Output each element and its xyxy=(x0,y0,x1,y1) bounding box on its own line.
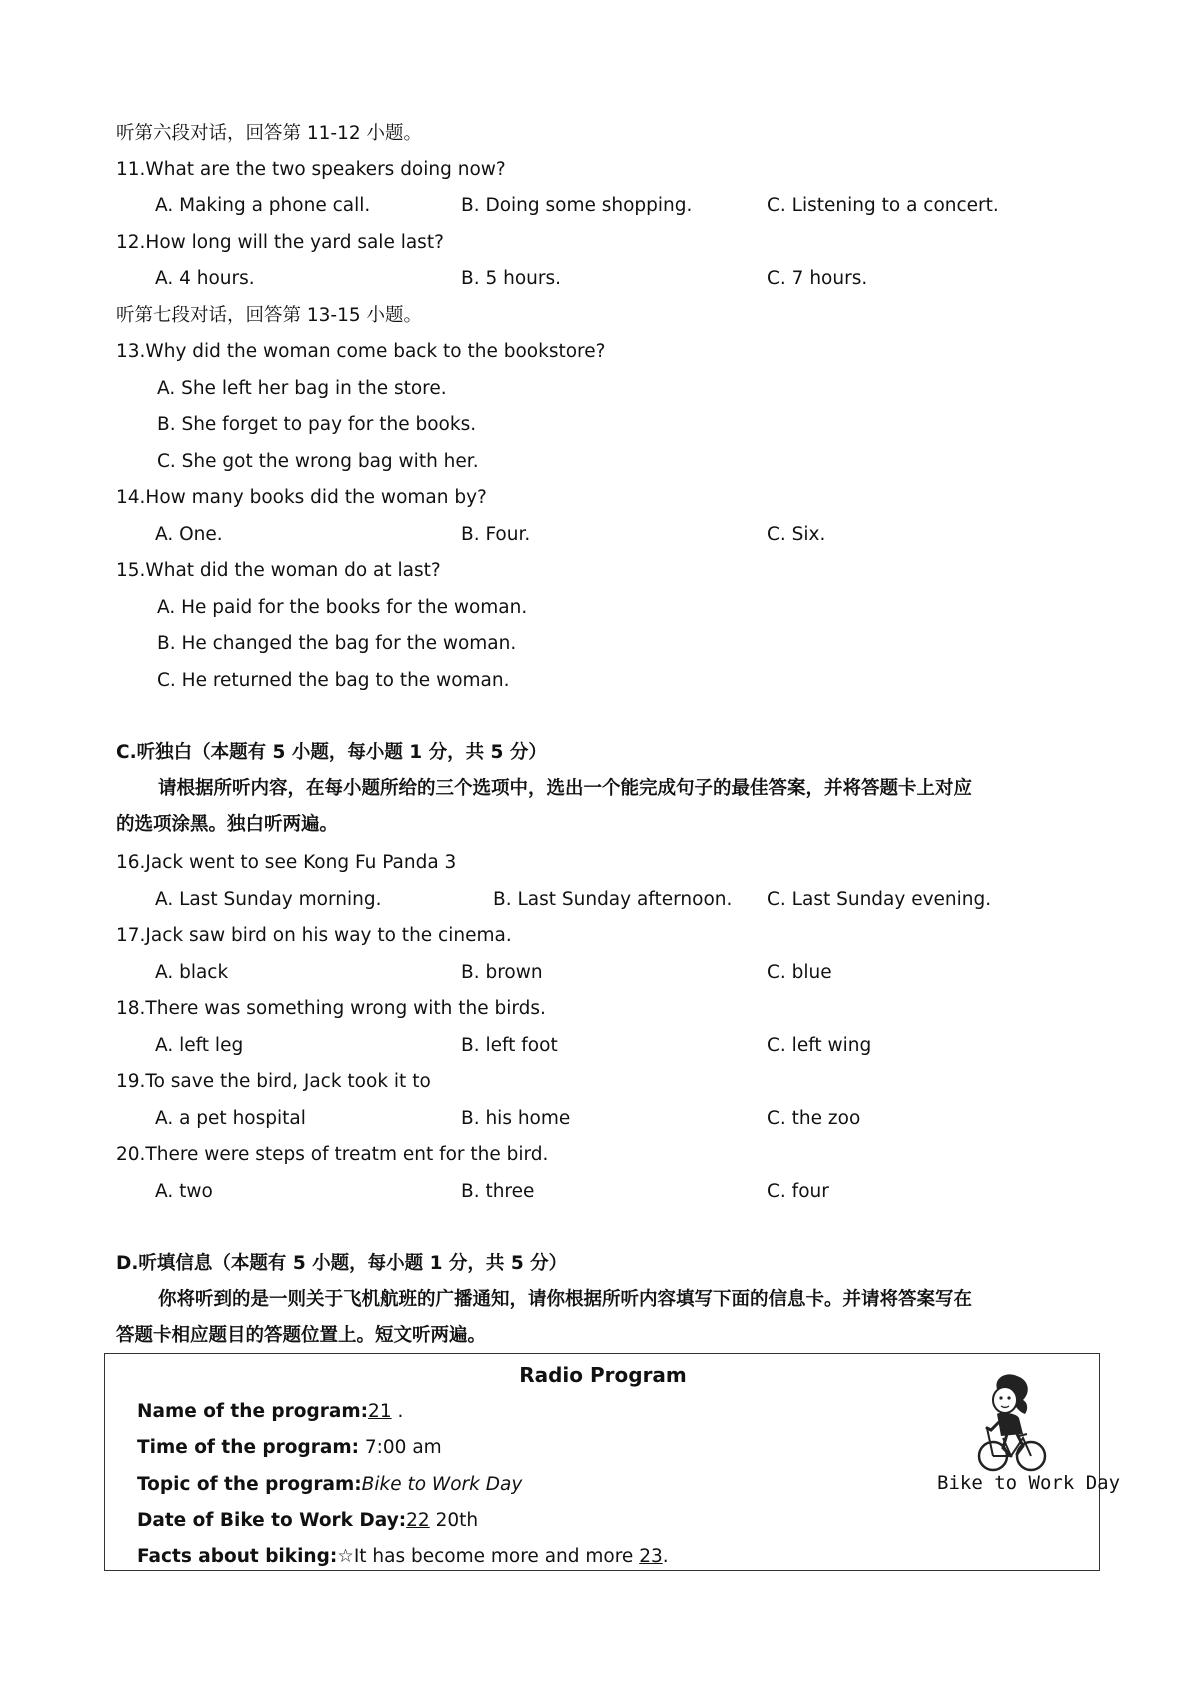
blank-23: 23 xyxy=(639,1546,663,1567)
program-topic-label: Topic of the program: xyxy=(137,1474,362,1495)
q11-option-b: B. Doing some shopping. xyxy=(461,195,693,216)
section-d-instruction-line2: 答题卡相应题目的答题位置上。短文听两遍。 xyxy=(116,1325,487,1346)
blank-22: 22 xyxy=(406,1510,430,1531)
program-name-label: Name of the program: xyxy=(137,1401,369,1422)
q18-stem: 18.There was something wrong with the birds. xyxy=(116,998,546,1019)
q19-option-b: B. his home xyxy=(461,1108,571,1129)
program-time-label: Time of the program: xyxy=(137,1437,360,1458)
program-time-value: 7:00 am xyxy=(359,1437,442,1458)
q12-option-c: C. 7 hours. xyxy=(767,268,868,289)
part6-heading: 听第六段对话，回答第 11-12 小题。 xyxy=(116,123,423,144)
q15-option-a: A. He paid for the books for the woman. xyxy=(157,597,528,618)
biking-facts-text: It has become more and more xyxy=(353,1546,640,1567)
q19-option-a: A. a pet hospital xyxy=(155,1108,306,1129)
biking-facts-end: . xyxy=(662,1546,669,1567)
q20-option-b: B. three xyxy=(461,1181,535,1202)
program-topic-row xyxy=(137,1471,522,1499)
bike-day-date-label: Date of Bike to Work Day: xyxy=(137,1510,407,1531)
q17-option-c: C. blue xyxy=(767,962,832,983)
info-card xyxy=(104,1353,1121,1571)
q13-stem: 13.Why did the woman come back to the bookstore? xyxy=(116,341,606,362)
program-time-row xyxy=(137,1434,442,1462)
star-icon: ☆ xyxy=(337,1546,354,1567)
part7-heading: 听第七段对话，回答第 13-15 小题。 xyxy=(116,305,423,326)
q19-option-c: C. the zoo xyxy=(767,1108,861,1129)
section-d-instruction-line1: 你将听到的是一则关于飞机航班的广播通知，请你根据所听内容填写下面的信息卡。并请将答案写在 xyxy=(158,1289,973,1310)
info-card-title: Radio Program xyxy=(519,1363,687,1387)
q12-option-a: A. 4 hours. xyxy=(155,268,255,289)
q15-stem: 15.What did the woman do at last? xyxy=(116,560,441,581)
q12-option-b: B. 5 hours. xyxy=(461,268,561,289)
program-name-end: . xyxy=(391,1401,404,1422)
q14-option-b: B. Four. xyxy=(461,524,531,545)
q11-option-c: C. Listening to a concert. xyxy=(767,195,999,216)
q15-option-b: B. He changed the bag for the woman. xyxy=(157,633,517,654)
program-name-row xyxy=(137,1398,403,1426)
q11-option-a: A. Making a phone call. xyxy=(155,195,371,216)
bike-day-date-row xyxy=(137,1507,478,1535)
section-d-heading: D.听填信息（本题有 5 小题，每小题 1 分，共 5 分） xyxy=(116,1253,568,1274)
biking-facts-label: Facts about biking: xyxy=(137,1546,338,1567)
q19-stem: 19.To save the bird, Jack took it to xyxy=(116,1071,431,1092)
q13-option-b: B. She forget to pay for the books. xyxy=(157,414,477,435)
q18-option-a: A. left leg xyxy=(155,1035,244,1056)
q20-option-c: C. four xyxy=(767,1181,829,1202)
q14-option-a: A. One. xyxy=(155,524,223,545)
q20-stem: 20.There were steps of treatm ent for the bird. xyxy=(116,1144,549,1165)
section-c-instruction-line1: 请根据所听内容，在每小题所给的三个选项中，选出一个能完成句子的最佳答案，并将答题卡上对应 xyxy=(158,778,973,799)
q18-option-b: B. left foot xyxy=(461,1035,558,1056)
q11-stem: 11.What are the two speakers doing now? xyxy=(116,159,506,180)
q14-option-c: C. Six. xyxy=(767,524,826,545)
q17-option-b: B. brown xyxy=(461,962,543,983)
q16-option-b: B. Last Sunday afternoon. xyxy=(493,889,733,910)
q15-option-c: C. He returned the bag to the woman. xyxy=(157,670,510,691)
q17-stem: 17.Jack saw bird on his way to the cinema. xyxy=(116,925,512,946)
blank-21: 21 xyxy=(368,1401,392,1422)
q17-option-a: A. black xyxy=(155,962,229,983)
q16-option-a: A. Last Sunday morning. xyxy=(155,889,382,910)
q14-stem: 14.How many books did the woman by? xyxy=(116,487,487,508)
q16-stem: 16.Jack went to see Kong Fu Panda 3 xyxy=(116,852,457,873)
q18-option-c: C. left wing xyxy=(767,1035,872,1056)
q16-option-c: C. Last Sunday evening. xyxy=(767,889,992,910)
program-topic-value: Bike to Work Day xyxy=(361,1474,523,1495)
section-c-heading: C.听独白（本题有 5 小题，每小题 1 分，共 5 分） xyxy=(116,742,547,763)
q13-option-c: C. She got the wrong bag with her. xyxy=(157,451,479,472)
section-c-instruction-line2: 的选项涂黑。独白听两遍。 xyxy=(116,814,339,835)
bike-day-date-value: 20th xyxy=(429,1510,479,1531)
bike-to-work-day-caption: Bike to Work Day xyxy=(937,1472,1121,1494)
q13-option-a: A. She left her bag in the store. xyxy=(157,378,447,399)
q12-stem: 12.How long will the yard sale last? xyxy=(116,232,444,253)
biking-facts-row xyxy=(137,1543,669,1571)
q20-option-a: A. two xyxy=(155,1181,213,1202)
